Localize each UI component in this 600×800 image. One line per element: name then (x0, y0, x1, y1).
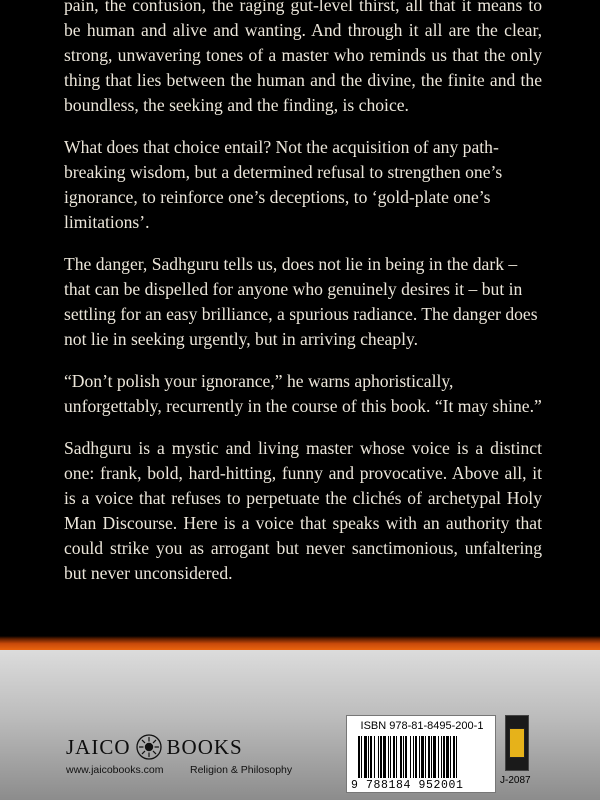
barcode-bar (374, 736, 375, 778)
barcode-bar (431, 736, 432, 778)
barcode-bar (419, 736, 420, 778)
barcode-bar (438, 736, 439, 778)
book-category: Religion & Philosophy (190, 764, 293, 776)
barcode-bar (370, 736, 372, 778)
barcode-bar (410, 736, 411, 778)
barcode-bar (380, 736, 382, 778)
barcode-bar (450, 736, 451, 778)
barcode-bar (361, 736, 362, 778)
barcode-bar (413, 736, 414, 778)
publisher-logo (66, 733, 243, 761)
barcode-bar (390, 736, 391, 778)
barcode-bar (425, 736, 426, 778)
barcode-bar (441, 736, 442, 778)
barcode-bar (428, 736, 430, 778)
barcode-bar (388, 736, 389, 778)
accent-band (0, 636, 600, 650)
blurb-text (64, 0, 542, 603)
publisher-name-right: BOOKS (166, 734, 243, 759)
barcode-bar (364, 736, 367, 778)
barcode-bar (453, 736, 455, 778)
blurb-paragraph-4: “Don’t polish your ignorance,” he warns aphoristically, unforgettably, recurrently in the course of this book. “It may shine.” (64, 371, 542, 416)
barcode-digits: 9 788184 952001 (351, 779, 464, 792)
blurb-paragraph-2: What does that choice entail? Not the acquisition of any path-breaking wisdom, but a determined refusal to strengthen one’s ignorance, to reinforce one’s deceptions, to ‘gold-plate one’s limitations’. (64, 137, 503, 232)
blurb-paragraph-3: The danger, Sadhguru tells us, does not lie in being in the dark – that can be dispelled for anyone who genuinely desires it – but in settling for an easy brilliance, a spurious radiance. The danger does not lie in seeking urgently, but in arriving cheaply. (64, 254, 538, 349)
blurb-paragraph-5: Sadhguru is a mystic and living master whose voice is a distinct one: frank, bold, hard-hitting, funny and provocative. Above all, it is a voice that refuses to perpetuate the clichés of archetypal Holy Man Discourse. Here is a voice that speaks with an authority that could strike you as arrogant but never sanctimonious, unfaltering but never unconsidered. (64, 438, 542, 583)
isbn-number: ISBN 978-81-8495-200-1 (360, 720, 484, 732)
barcode-bar (446, 736, 449, 778)
barcode-bar (400, 736, 402, 778)
barcode-bar (456, 736, 457, 778)
barcode-bar (421, 736, 424, 778)
barcode-bar (396, 736, 397, 778)
barcode-bar (443, 736, 445, 778)
sun-emblem-icon (136, 734, 162, 760)
barcode-box (346, 715, 496, 793)
barcode-bar (403, 736, 404, 778)
badge-emblem-icon (509, 728, 525, 758)
barcode-bar (368, 736, 369, 778)
barcode-icon (358, 736, 488, 778)
barcode-bar (383, 736, 386, 778)
blurb-paragraph-1: pain, the confusion, the raging gut-level thirst, all that it means to be human and alive and wanting. And through it all are the clear, strong, unwavering tones of a master who reminds us that the only thing that lies between the human and the divine, the finite and the boundless, the seeking and the finding, is choice. (64, 0, 542, 115)
barcode-bar (433, 736, 436, 778)
barcode-bar (378, 736, 379, 778)
catalog-code: J-2087 (500, 775, 531, 786)
barcode-bar (358, 736, 360, 778)
series-badge-icon (505, 715, 529, 771)
publisher-name-left: JAICO (66, 734, 131, 759)
barcode-bar (393, 736, 395, 778)
publisher-website: www.jaicobooks.com (66, 764, 164, 776)
barcode-bar (405, 736, 407, 778)
barcode-bar (415, 736, 417, 778)
